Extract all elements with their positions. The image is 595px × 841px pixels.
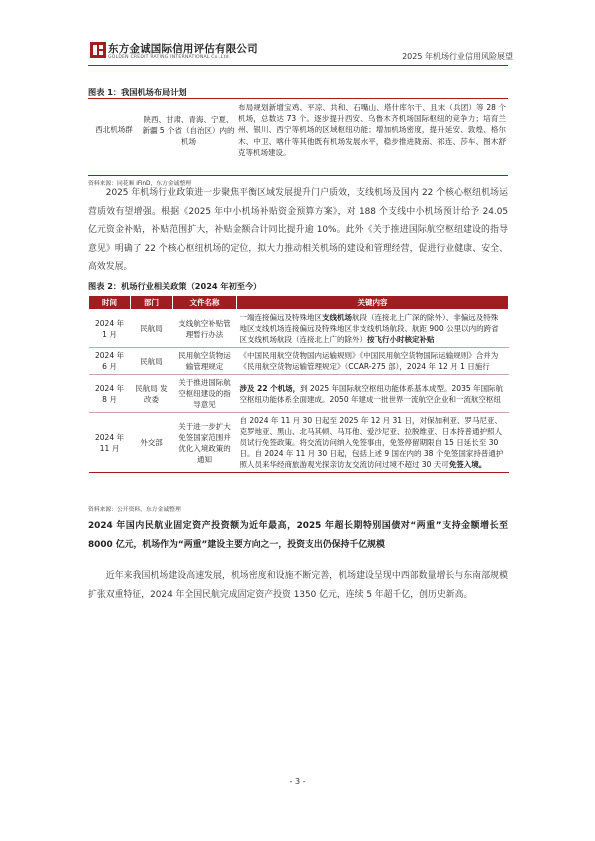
content-emphasis: 按飞行小时核定补贴	[367, 335, 435, 344]
table2-doc-cell: 关于进一步扩大免签国家范围并优化入境政策的通知	[173, 413, 237, 473]
table2-time-cell: 2024 年 11 月	[89, 413, 131, 473]
section-heading-paragraph: 2024 年国内民航业固定资产投资额为近年最高，2025 年超长期特别国债对“两重”支持金额增长至 8000 亿元，机场作为“两重”建设主要方向之一，投资支出仍保持千亿规模	[88, 521, 508, 550]
company-name-en: GOLDEN CREDIT RATING INTERNATIONAL Co.,Ltd.	[108, 55, 231, 60]
table1-bottom-rule	[88, 175, 508, 176]
table2-time-cell: 2024 年 8 月	[89, 375, 131, 413]
table1-region-cell: 西北机场群	[95, 125, 133, 134]
report-title: 2025 年机场行业信用风险展望	[402, 52, 513, 61]
table-row	[89, 348, 509, 375]
policy-table	[88, 295, 508, 473]
content-text: 自 2024 年 11 月 30 日起至 2025 年 12 月 31 日，对保加利亚、罗马尼亚、克罗地亚、黑山、北马其顿、马耳他、爱沙尼亚、拉脱维亚、日本持普通护照人员试行免签政策。将交流访问纳入免签事由，免签停留期限自 15 日延长至 30 日。自 2024 年 11 月 30 日起，包括上述 9 国在内的 38 个免签国家持普通护照人员来华经商旅游观光探亲访友交流访问过境不超过 30 天可	[239, 416, 504, 469]
table2-header-dept: 部门	[131, 296, 173, 310]
table1-top-rule	[88, 98, 508, 99]
table2-content-cell: 《中国民用航空货物国内运输规则》《中国民用航空货物国际运输规则》合并为《民用航空货物运输管理规定》（CCAR-275 部），2024 年 12 月 1 日施行	[237, 348, 509, 375]
table2-content-cell	[237, 310, 509, 348]
table2-dept-cell: 民航局	[131, 348, 173, 375]
table-row	[89, 375, 509, 413]
table2-header-time: 时间	[89, 296, 131, 310]
policy-paragraph: 2025 年机场行业政策进一步聚焦平衡区域发展提升门户质效，支线机场及国内 22 个核心枢纽机场运营质效有望增强。根据《2025 年中小机场补贴资金预算方案》，对 188 个支线中小机场预计给予 24.05 亿元资金补贴，补贴范围扩大，补贴金额合计同比提升逾 10%。此外《关于推进国际航空枢纽建设的指导意见》明确了 22 个核心枢纽机场的定位，拟大力推动相关机场的建设和管理经营，促进行业健康、安全、高效发展。	[88, 188, 508, 272]
table-row	[89, 413, 509, 473]
table2-caption: 图表 2：机场行业相关政策（2024 年初至今）	[88, 281, 262, 291]
header-divider	[88, 65, 508, 66]
content-text: 到 2025 年国际航空枢纽功能体系基本成型。2035 年国际航空枢纽功能体系全面建成。2050 年建成一批世界一流航空企业和一流航空枢纽	[239, 383, 503, 404]
content-emphasis: 涉及 22 个机场，	[239, 383, 301, 393]
table2-header-row	[89, 296, 509, 310]
content-text: 航段（连接北上广深的除外）、非偏远及特殊地区支线机场连接偏远及特殊地区非支线机场航段、航距 900 公里以内的跨省区支线机场航段（连接北上广的除外）	[239, 313, 499, 344]
table2-time-cell: 2024 年 1 月	[89, 310, 131, 348]
table2-doc-cell: 支线航空补贴管理暂行办法	[173, 310, 237, 348]
company-name-cn: 东方金诚国际信用评估有限公司	[108, 43, 258, 55]
content-emphasis: 支线机场	[322, 313, 352, 322]
content-text: 一端连接偏远及特殊地区	[239, 313, 322, 322]
table2-header-content: 关键内容	[237, 296, 509, 310]
table2-dept-cell: 民航局 发改委	[131, 375, 173, 413]
table2-time-cell: 2024 年 6 月	[89, 348, 131, 375]
table1-source: 资料来源：同花顺 iFinD，东方金诚整理	[88, 181, 192, 187]
table2-dept-cell: 民航局	[131, 310, 173, 348]
table2-doc-cell: 关于推进国际航空枢纽建设的指导意见	[173, 375, 237, 413]
table-row	[89, 310, 509, 348]
table1-provinces-cell: 陕西、甘肃、青海、宁夏、新疆 5 个省（自治区）内的机场	[142, 115, 235, 146]
company-logo-icon	[90, 42, 106, 58]
table2-source: 资料来源：公开资料，东方金诚整理	[88, 507, 181, 513]
content-emphasis: 免签入境。	[448, 460, 487, 469]
airport-layout-table	[88, 102, 508, 174]
table2-dept-cell: 外交部	[131, 413, 173, 473]
table1-caption: 图表 1：我国机场布局计划	[88, 87, 187, 97]
table2-header-doc: 文件名称	[173, 296, 237, 310]
table2-doc-cell: 民用航空货物运输管理规定	[173, 348, 237, 375]
table2-content-cell	[237, 413, 509, 473]
investment-paragraph: 近年来我国机场建设高速发展，机场密度和设施不断完善，机场建设呈现中西部数量增长与东南部规模扩张双重特征，2024 年全国民航完成固定资产投资 1350 亿元，连续 5 年超千亿，创历史新高。	[88, 571, 508, 600]
table2-content-cell	[237, 375, 509, 413]
table1-plan-cell: 布局规划新增宝鸡、平凉、共和、石嘴山、塔什库尔干、且末（兵团）等 28 个机场，总数达 73 个。逐步提升西安、乌鲁木齐机场国际枢纽的竞争力；培育兰州、银川、西宁等机场的区域枢纽功能；增加机场密度，提升延安、敦煌、格尔木、中卫、喀什等其他既有机场发展水平，稳步推进陇南、祁连、莎车、图木舒克等机场建设。	[238, 103, 506, 157]
page-number: - 3 -	[289, 777, 306, 786]
